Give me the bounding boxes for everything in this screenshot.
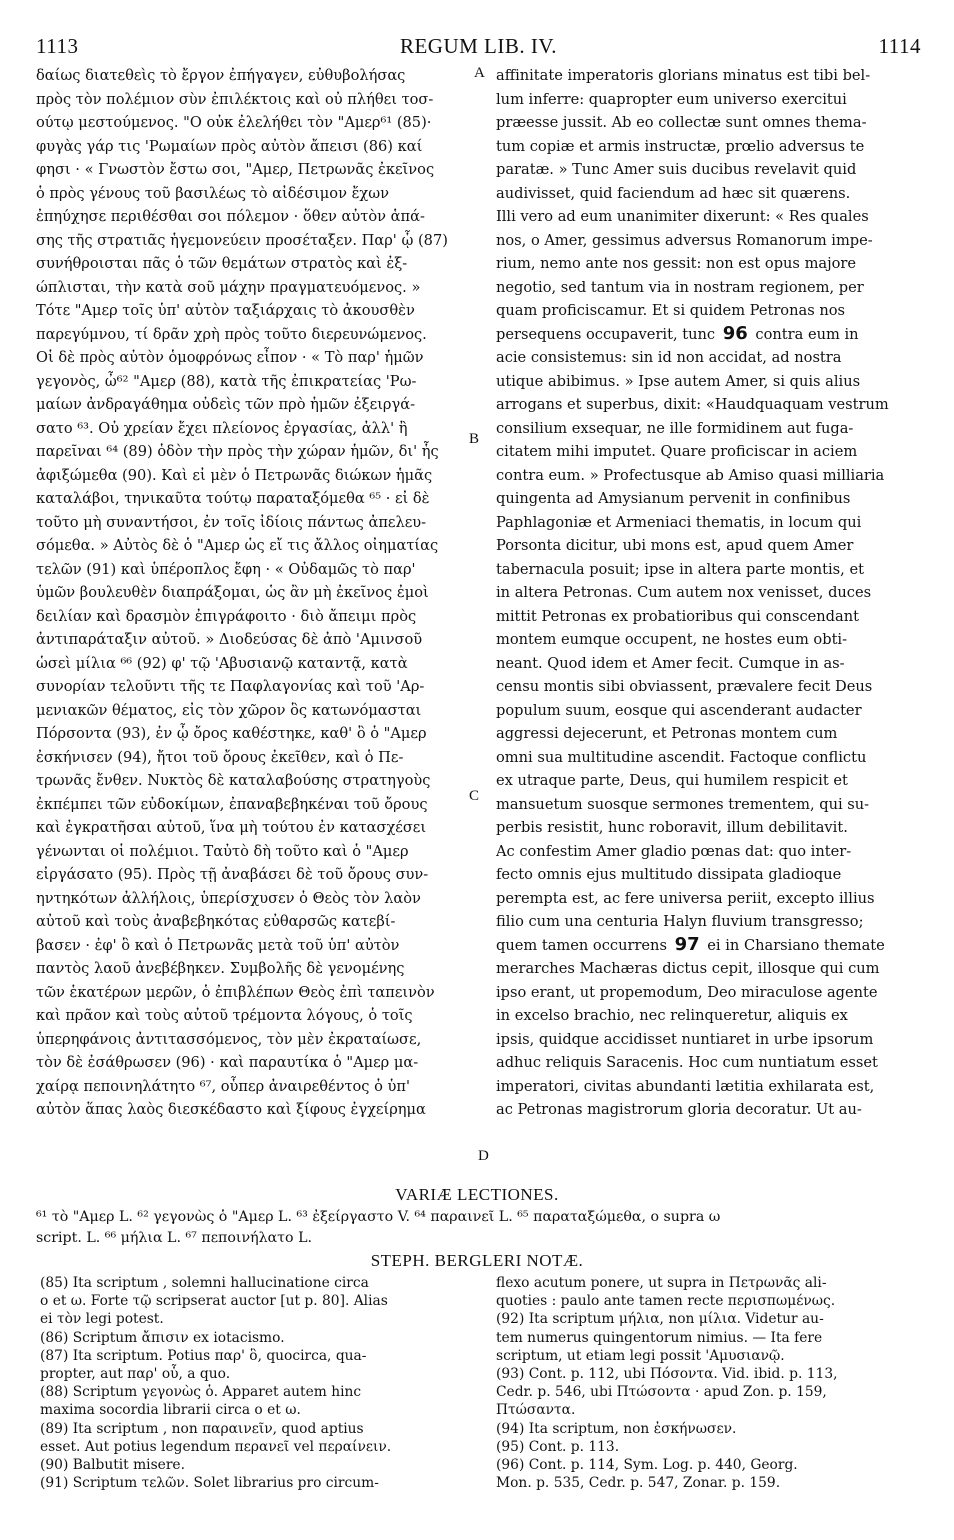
latin-line	[496, 934, 914, 958]
greek-line: ἐσκήνισεν (94), ἤτοι τοῦ ὄρους ἐκεῖθεν, καὶ ὁ Πε-	[36, 748, 404, 766]
latin-line	[496, 487, 914, 511]
latin-line	[496, 229, 914, 253]
margin-letter-a: A	[474, 65, 485, 81]
latin-line-text: ex utraque parte, Deus, qui humilem respicit et	[496, 772, 848, 789]
note-line: (96) Cont. p. 114, Sym. Log. p. 440, Georg.	[496, 1456, 798, 1473]
latin-line-text: fecto omnis ejus multitudo dissipata gladioque	[496, 866, 842, 883]
note-line: propter, aut παρ' οὗ, a quo.	[40, 1365, 231, 1382]
latin-line	[496, 746, 914, 770]
latin-line	[496, 64, 914, 88]
greek-line: σατο ⁶³. Οὐ χρείαν ἔχει πλείονος ἐργασίας, ἀλλ' ἢ	[36, 419, 408, 437]
latin-line	[496, 840, 914, 864]
latin-line	[496, 1004, 914, 1028]
note-line: (85) Ita scriptum , solemni hallucinatione circa	[40, 1275, 369, 1291]
latin-line-text: persequens occupaverit, tunc	[496, 325, 716, 343]
latin-line	[496, 1075, 914, 1099]
greek-line: γεγονὸς, ὦ⁶² "Αμερ (88), κατὰ τῆς ἐπικρατείας 'Ρω-	[36, 372, 417, 390]
latin-line	[496, 816, 914, 840]
latin-line	[496, 605, 914, 629]
latin-line-text: paratæ. » Tunc Amer suis ducibus revelavit quid	[496, 161, 857, 178]
greek-line: σόμεθα. » Αὐτὸς δὲ ὁ "Αμερ ὡς εἴ τις ἄλλος οἰηματίας	[36, 537, 439, 554]
latin-line-text: perempta est, ac fere universa periit, excepto illius	[496, 889, 875, 907]
latin-line-text: audivisset, quid faciendum ad hæc sit quærens.	[496, 184, 851, 202]
latin-line	[496, 863, 914, 887]
latin-line	[496, 957, 914, 981]
greek-line: ὑμῶν βουλευθὲν διαπράξομαι, ὡς ἂν μὴ ἐκεῖνος ἐμοὶ	[36, 584, 429, 601]
latin-line-text: quem tamen occurrens	[496, 936, 667, 954]
latin-line-text: tabernacula posuit; ipse in altera parte montis, et	[496, 560, 864, 578]
latin-line-text: Illi vero ad eum unanimiter dixerunt: « Res quales	[496, 208, 869, 225]
latin-line-text: contra eum in	[755, 325, 859, 343]
latin-line	[496, 276, 914, 300]
greek-line: ώπλισται, τὴν κατὰ σοῦ μάχην πραγματευόμενος. »	[36, 278, 421, 296]
latin-text-column	[496, 64, 914, 1122]
latin-line	[496, 158, 914, 182]
greek-line: φυγὰς γάρ τις 'Ρωμαίων πρὸς αὐτὸν ἄπεισι (86) καί	[36, 137, 423, 155]
latin-line-text: lum inferre: quapropter eum universo exercitui	[496, 90, 847, 108]
latin-line	[496, 182, 914, 206]
notes-column-right	[496, 1274, 916, 1492]
notes-column-left	[40, 1274, 480, 1492]
latin-line-text: Porsonta dicitur, ubi mons est, apud quem Amer	[496, 537, 854, 554]
note-line: flexo acutum ponere, ut supra in Πετρωνᾶς ali-	[496, 1275, 827, 1291]
latin-line-text: Paphlagoniæ et Armeniaci thematis, in locum qui	[496, 513, 862, 531]
note-line: (87) Ita scriptum. Potius παρ' ὃ, quocirca, qua-	[40, 1347, 367, 1364]
latin-line	[496, 1098, 914, 1122]
greek-line: Τότε "Αμερ τοῖς ὑπ' αὐτὸν ταξιάρχαις τὸ ἀκουσθὲν	[36, 302, 415, 319]
latin-line	[496, 299, 914, 323]
greek-line: τῶν ἑκατέρων μερῶν, ὁ ἐπιβλέπων Θεὸς ἐπὶ ταπεινὸν	[36, 983, 435, 1001]
latin-line-text: Ac confestim Amer gladio pœnas dat: quo inter-	[496, 842, 852, 860]
latin-line	[496, 699, 914, 723]
greek-line: παρεῖναι ⁶⁴ (89) ὁδὸν τὴν πρὸς τὴν χώραν ἡμῶν, δι' ἧς	[36, 443, 439, 460]
latin-line	[496, 323, 914, 347]
latin-line-text: acie consistemus: sin id non accidat, ad nostra	[496, 349, 842, 366]
latin-line-text: ac Petronas magistrorum gloria decoratur. Ut au-	[496, 1101, 862, 1118]
latin-line	[496, 581, 914, 605]
greek-line: καὶ πρᾶον καὶ τοὺς αὐτοῦ τρέμοντα λόγους, ὁ τοῖς	[36, 1007, 413, 1024]
latin-line	[496, 652, 914, 676]
greek-line: δειλίαν καὶ δρασμὸν ἐπιγράφοιτο · διὸ ἄπειμι πρὸς	[36, 607, 417, 625]
greek-line: αὐτοῦ καὶ τοὺς ἀναβεβηκότας εὐθαρσῶς κατεβί-	[36, 913, 396, 930]
margin-letter-b: B	[469, 431, 480, 447]
greek-line: μαίων ἀνδραγάθημα οὐδεὶς τῶν πρὸ ἡμῶν ἐξειργά-	[36, 396, 416, 413]
greek-line: μενιακῶν θέματος, εἰς τὸν χῶρον ὃς κατωνόμασται	[36, 701, 422, 719]
latin-line-text: filio cum una centuria Halyn fluvium transgresso;	[496, 913, 864, 930]
note-line: (94) Ita scriptum, non ἐσκήνωσεν.	[496, 1420, 737, 1437]
latin-line-text: rium, nemo ante nos gessit: non est opus majore	[496, 255, 857, 272]
latin-line	[496, 370, 914, 394]
greek-text-column	[36, 64, 476, 1122]
latin-line-text: præesse jussit. Ab eo collectæ sunt omnes thema-	[496, 114, 867, 131]
note-line: (91) Scriptum τελῶν. Solet librarius pro circum-	[40, 1475, 379, 1492]
latin-line-text: neant. Quod idem et Amer fecit. Cumque in as-	[496, 654, 845, 672]
greek-line: ὁ πρὸς γένους τοῦ βασιλέως τὸ αἰδέσιμον ἔχων	[36, 184, 390, 202]
latin-line	[496, 417, 914, 441]
latin-line	[496, 464, 914, 488]
edition-page-marker: 97	[672, 936, 703, 954]
note-line: Mon. p. 535, Cedr. p. 547, Zonar. p. 159.	[496, 1475, 781, 1492]
greek-line: τελῶν (91) καὶ ὑπέροπλος ἔφη · « Οὐδαμῶς τὸ παρ'	[36, 560, 416, 578]
latin-line-text: in excelso brachio, nec relinqueretur, aliquis ex	[496, 1007, 848, 1024]
note-line: quoties : paulo ante tamen recte περισπωμένως.	[496, 1293, 836, 1310]
latin-line	[496, 887, 914, 911]
latin-line-text: ei in Charsiano themate	[707, 936, 885, 954]
greek-line: σης τῆς στρατιᾶς ἡγεμονεύειν προσέταξεν. Παρ' ᾧ (87)	[36, 231, 448, 249]
latin-line	[496, 205, 914, 229]
latin-line	[496, 910, 914, 934]
greek-line: συνήθροισται πᾶς ὁ τῶν θεμάτων στρατὸς καὶ ἐξ-	[36, 255, 408, 272]
running-title: REGUM LIB. IV.	[399, 34, 558, 58]
greek-line: ἐκπέμπει τῶν εὐδοκίμων, ἐπαναβεβηκέναι τοῦ ὄρους	[36, 795, 428, 813]
latin-line-text: quingenta ad Amysianum pervenit in confinibus	[496, 490, 851, 507]
latin-line	[496, 1028, 914, 1052]
variae-lectiones	[36, 1207, 916, 1249]
greek-line: Πόρσοντα (93), ἐν ᾧ ὄρος καθέστηκε, καθ' ὃ ὁ "Αμερ	[36, 725, 427, 742]
note-line: (89) Ita scriptum , non παραινεῖν, quod aptius	[40, 1420, 364, 1437]
latin-line-text: censu montis sibi obviassent, prævalere fecit Deus	[496, 678, 873, 695]
latin-line-text: consilium exsequar, ne ille formidinem aut fuga-	[496, 419, 854, 437]
greek-line: χαίρᾳ πεποινηλάτητο ⁶⁷, οὗπερ ἀναιρεθέντος ὁ ὑπ'	[36, 1077, 411, 1095]
latin-line-text: nos, o Amer, gessimus adversus Romanorum impe-	[496, 231, 873, 249]
latin-line-text: montem eumque occupent, ne hostes eum obti-	[496, 631, 848, 648]
greek-line: Οἱ δὲ πρὸς αὐτὸν ὁμοφρόνως εἶπον · « Τὸ παρ' ἡμῶν	[36, 349, 424, 366]
latin-line-text: perbis resistit, hunc roboravit, illum debilitavit.	[496, 819, 848, 836]
latin-line	[496, 440, 914, 464]
note-line: (92) Ita scriptum μήλια, non μίλια. Videtur au-	[496, 1311, 824, 1328]
greek-line: βασεν · ἐφ' ὃ καὶ ὁ Πετρωνᾶς μετὰ τοῦ ὑπ' αὐτὸν	[36, 936, 400, 954]
note-line: Πτώσαντα.	[496, 1402, 576, 1419]
variant-line: script. L. ⁶⁶ μήλια L. ⁶⁷ πεποινήλατο L.	[36, 1230, 312, 1246]
latin-line	[496, 111, 914, 135]
latin-line	[496, 558, 914, 582]
greek-line: ηντηκότων ἀλλήλοις, ὑπερίσχυσεν ὁ Θεὸς τὸν λαὸν	[36, 889, 421, 907]
latin-line-text: mansuetum suosque sermones trementem, qui su-	[496, 795, 870, 813]
latin-line-text: adhuc reliquis Saracenis. Hoc cum nuntiatum esset	[496, 1054, 878, 1071]
latin-line-text: mittit Petronas ex probatioribus qui conscendant	[496, 607, 859, 625]
greek-line: καὶ ἐγκρατῆσαι αὐτοῦ, ἵνα μὴ τούτου ἐν κατασχέσει	[36, 819, 427, 836]
note-line: maxima socordia librarii circa o et ω.	[40, 1402, 301, 1419]
greek-line: ὡσεὶ μίλια ⁶⁶ (92) φ' τῷ 'Αβυσιανῷ καταντᾷ, κατὰ	[36, 654, 408, 672]
greek-line: τρωνᾶς ἔνθεν. Νυκτὸς δὲ καταλαβούσης στρατηγοὺς	[36, 772, 431, 789]
latin-line-text: populum suum, eosque qui ascenderant audacter	[496, 701, 862, 719]
greek-line: αὐτὸν ἅπας λαὸς διεσκέδαστο καὶ ξίφους ἐγχείρημα	[36, 1101, 426, 1118]
margin-letter-c: C	[469, 788, 480, 804]
latin-line-text: quam proficiscamur. Et si quidem Petronas nos	[496, 302, 845, 319]
note-line: esset. Aut potius legendum περανεῖ vel περαίνειν.	[40, 1438, 392, 1455]
latin-line	[496, 769, 914, 793]
latin-line	[496, 511, 914, 535]
latin-line	[496, 628, 914, 652]
note-line: tem numerus quingentorum nimius. — Ita fere	[496, 1329, 823, 1346]
note-line: (86) Scriptum ἄπισιν ex iotacismo.	[40, 1329, 285, 1346]
margin-letter-d: D	[478, 1148, 489, 1164]
latin-line	[496, 346, 914, 370]
greek-line: ἐπηύχησε περιθέσθαι σοι πόλεμον · ὅθεν αὐτὸν ἁπά-	[36, 208, 425, 225]
latin-line	[496, 675, 914, 699]
edition-page-marker: 96	[720, 325, 751, 343]
latin-line	[496, 88, 914, 112]
greek-line: εἰργάσατο (95). Πρὸς τῇ ἀναβάσει δὲ τοῦ ὄρους συν-	[36, 866, 429, 883]
greek-line: πρὸς τὸν πολέμιον σὺν ἐπιλέκτοις καὶ οὐ πλήθει τοσ-	[36, 90, 434, 108]
latin-line-text: ipsis, quidque accidisset nuntiaret in urbe ipsorum	[496, 1030, 874, 1048]
note-line: (88) Scriptum γεγονὼς ὁ. Apparet autem hinc	[40, 1384, 362, 1401]
bergleri-notes-title: STEPH. BERGLERI NOTÆ.	[370, 1251, 584, 1270]
greek-line: τὸν δὲ ἐσάθρωσεν (96) · καὶ παραυτίκα ὁ "Αμερ μα-	[36, 1054, 419, 1071]
latin-line	[496, 534, 914, 558]
note-line: (93) Cont. p. 112, ubi Πόσοντα. Vid. ibid. p. 113,	[496, 1365, 838, 1382]
latin-line-text: utique abibimus. » Ipse autem Amer, si quis alius	[496, 372, 861, 390]
note-line: ei τὸν legi potest.	[40, 1311, 164, 1328]
note-line: (95) Cont. p. 113.	[496, 1438, 620, 1455]
latin-line-text: negotio, sed tantum via in nostram regionem, per	[496, 278, 864, 296]
greek-line: ἀντιπαράταξιν αὐτοῦ. » Διοδεύσας δὲ ἀπὸ 'Αμινσοῦ	[36, 631, 423, 648]
variant-line: ⁶¹ τὸ "Αμερ L. ⁶² γεγονὼς ὁ "Αμερ L. ⁶³ ἐξείργαστο V. ⁶⁴ παραινεῖ L. ⁶⁵ παραταξώμεθα, o supra ω	[36, 1209, 721, 1225]
note-line: Cedr. p. 546, ubi Πτώσοντα · apud Zon. p. 159,	[496, 1384, 827, 1401]
greek-line: παρεγύμνου, τί δρᾶν χρὴ πρὸς τοῦτο διερευνώμενος.	[36, 325, 427, 343]
column-number-right: 1114	[878, 34, 921, 58]
latin-line-text: in altera Petronas. Cum autem nox venisset, duces	[496, 584, 872, 601]
latin-line	[496, 393, 914, 417]
latin-line-text: imperatori, civitas abundanti lætitia exhilarata est,	[496, 1077, 875, 1095]
latin-line-text: aggressi dejecerunt, et Petronas montem cum	[496, 725, 838, 742]
greek-line: καταλάβοι, τηνικαῦτα τούτῳ παραταξόμεθα ⁶⁵ · εἰ δὲ	[36, 490, 430, 507]
latin-line-text: merarches Machæras dictus cepit, illosque qui cum	[496, 960, 880, 977]
running-header	[36, 34, 921, 60]
greek-line: ούτῳ μεστούμενος. "Ο οὐκ ἐλελήθει τὸν "Αμερ⁶¹ (85)·	[36, 114, 432, 131]
latin-line	[496, 135, 914, 159]
latin-line-text: omni sua multitudine ascendit. Factoque conflictu	[496, 748, 867, 766]
greek-line: δαίως διατεθεὶς τὸ ἔργον ἐπήγαγεν, εὐθυβολήσας	[36, 67, 406, 84]
note-line: (90) Balbutit misere.	[40, 1456, 185, 1473]
latin-line	[496, 252, 914, 276]
greek-line: γένωνται οἱ πολέμιοι. Ταὐτὸ δὴ τοῦτο καὶ ὁ "Αμερ	[36, 842, 409, 860]
latin-line	[496, 1051, 914, 1075]
greek-line: ἀφιξώμεθα (90). Καὶ εἰ μὲν ὁ Πετρωνᾶς διώκων ἡμᾶς	[36, 466, 433, 484]
latin-line	[496, 722, 914, 746]
greek-line: συνορίαν τελοῦντι τῆς τε Παφλαγονίας καὶ τοῦ 'Αρ-	[36, 678, 425, 695]
greek-line: ὑπερηφάνοις ἀντιτασσόμενος, τὸν μὲν ἐκραταίωσε,	[36, 1030, 422, 1048]
variae-lectiones-title: VARIÆ LECTIONES.	[395, 1185, 559, 1204]
latin-line-text: citatem mihi imputet. Quare proficiscar in aciem	[496, 443, 858, 460]
column-number-left: 1113	[36, 34, 79, 58]
latin-line	[496, 981, 914, 1005]
latin-line	[496, 793, 914, 817]
greek-line: τοῦτο μὴ συναντήσοι, ἐν τοῖς ἰδίοις πάντως ἀπελευ-	[36, 513, 427, 531]
latin-line-text: arrogans et superbus, dixit: «Haudquaquam vestrum	[496, 396, 889, 413]
note-line: scriptum, ut etiam legi possit 'Αμυσιανῷ.	[496, 1347, 785, 1364]
latin-line-text: ipso erant, ut propemodum, Deo miraculose agente	[496, 983, 878, 1001]
latin-line-text: affinitate imperatoris glorians minatus est tibi bel-	[496, 67, 871, 84]
latin-line-text: tum copiæ et armis instructæ, prœlio adversus te	[496, 137, 865, 155]
greek-line: παντὸς λαοῦ ἀνεβέβηκεν. Συμβολῆς δὲ γενομένης	[36, 960, 405, 977]
greek-line: φησι · « Γνωστὸν ἔστω σοι, "Αμερ, Πετρωνᾶς ἐκεῖνος	[36, 161, 435, 178]
latin-line-text: contra eum. » Profectusque ab Amiso quasi milliaria	[496, 466, 885, 484]
note-line: o et ω. Forte τῷ scripserat auctor [ut p. 80]. Alias	[40, 1293, 388, 1310]
